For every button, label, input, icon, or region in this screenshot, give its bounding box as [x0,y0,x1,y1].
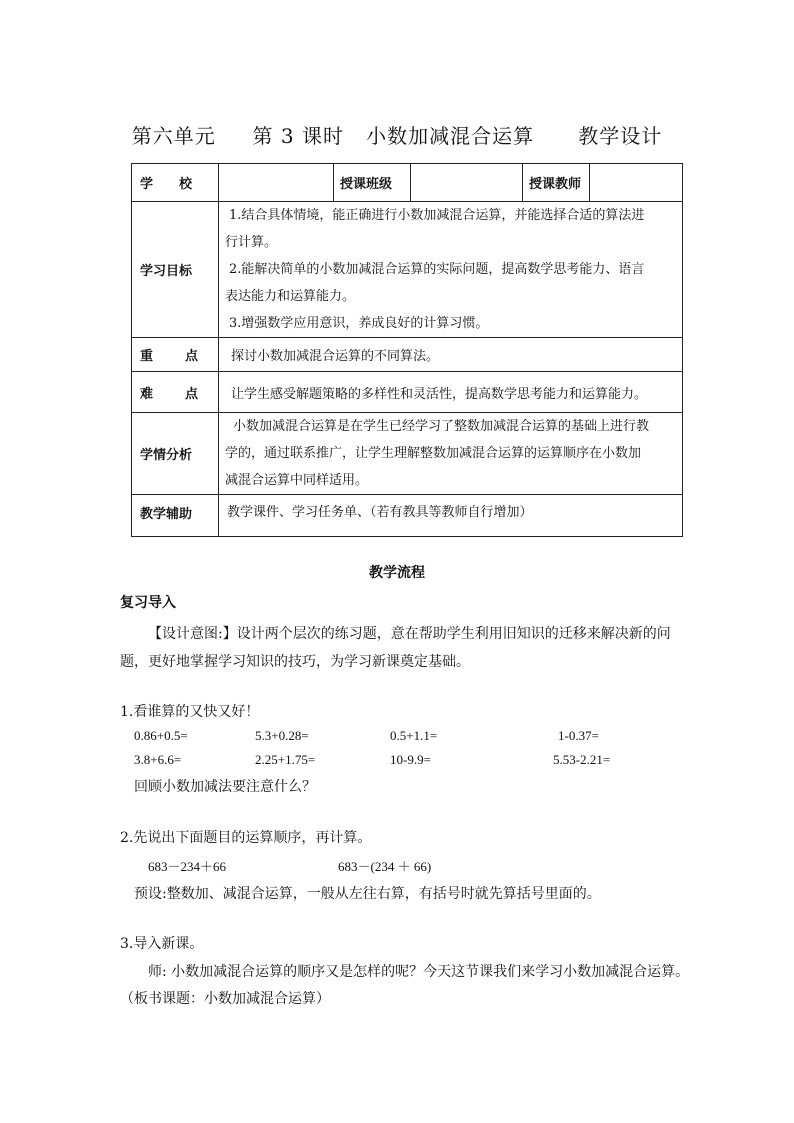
aids-value: 教学课件、学习任务单、（若有教具等教师自行增加） [219,495,683,537]
analysis-content: 小数加减混合运算是在学生已经学习了整数加减混合运算的基础上进行教 学的，通过联系推广，让学生理解整数加减混合运算的运算顺序在小数加 减混合运算中同样适用。 [219,413,683,495]
key-point-label: 重 点 [132,338,219,372]
aids-label: 教学辅助 [132,495,219,537]
calc-item: 5.53-2.21= [553,752,611,767]
goals-content: 1.结合具体情境，能正确进行小数加减混合运算，并能选择合适的算法进 行计算。 2.能解决简单的小数加减混合运算的实际问题，提高数学思考能力、语言 表达能力和运算能力。 3.增强数学应用意识，养成良好的计算习惯。 [219,202,683,338]
q1-review: 回顾小数加减法要注意什么？ [134,779,316,795]
q2-heading: 2.先说出下面题目的运算顺序，再计算。 [120,830,372,846]
table-row [132,338,683,372]
teacher-label: 授课教师 [523,164,590,202]
table-row [132,164,683,202]
q3-heading: 3.导入新课。 [120,936,204,952]
calc-item: 2.25+1.75= [255,752,316,767]
calc-item: 10-9.9= [390,752,431,767]
key-point-value: 探讨小数加减混合运算的不同算法。 [219,338,683,372]
table-row [132,372,683,413]
flow-title: 教学流程 [369,565,425,581]
class-value [411,164,523,202]
difficult-point-value: 让学生感受解题策略的多样性和灵活性，提高数学思考能力和运算能力。 [219,372,683,413]
school-label: 学 校 [132,164,219,202]
lesson-info-table [131,163,683,537]
difficult-point-label: 难 点 [132,372,219,413]
table-row [132,413,683,495]
calc-item: 0.5+1.1= [390,728,438,743]
school-value [219,164,334,202]
page-title: 第六单元 第 3 课时 小数加减混合运算 教学设计 [131,124,663,148]
q2-preset: 预设:整数加、减混合运算，一般从左往右算，有括号时就先算括号里面的。 [134,886,601,902]
section-heading: 复习导入 [120,595,176,611]
goals-label: 学习目标 [132,202,219,338]
table-row [132,202,683,338]
q3-board-title: （板书课题：小数加减混合运算） [120,991,330,1007]
q2-expression-2: 683－(234 ＋ 66) [338,859,432,874]
analysis-label: 学情分析 [132,413,219,495]
class-label: 授课班级 [334,164,411,202]
calc-item: 1-0.37= [558,728,599,743]
q2-expression-1: 683－234＋66 [148,859,227,874]
calc-item: 3.8+6.6= [134,752,182,767]
design-intent-line1: 【设计意图:】设计两个层次的练习题，意在帮助学生利用旧知识的迁移来解决新的问 [148,626,671,642]
q3-teacher-line: 师: 小数加减混合运算的顺序又是怎样的呢？今天这节课我们来学习小数加减混合运算。 [148,964,690,980]
q1-heading: 1.看谁算的又快又好！ [120,704,260,720]
design-intent-line2: 题，更好地掌握学习知识的技巧，为学习新课奠定基础。 [120,654,470,670]
table-row [132,495,683,537]
teacher-value [590,164,683,202]
calc-item: 5.3+0.28= [255,728,309,743]
calc-item: 0.86+0.5= [134,728,188,743]
